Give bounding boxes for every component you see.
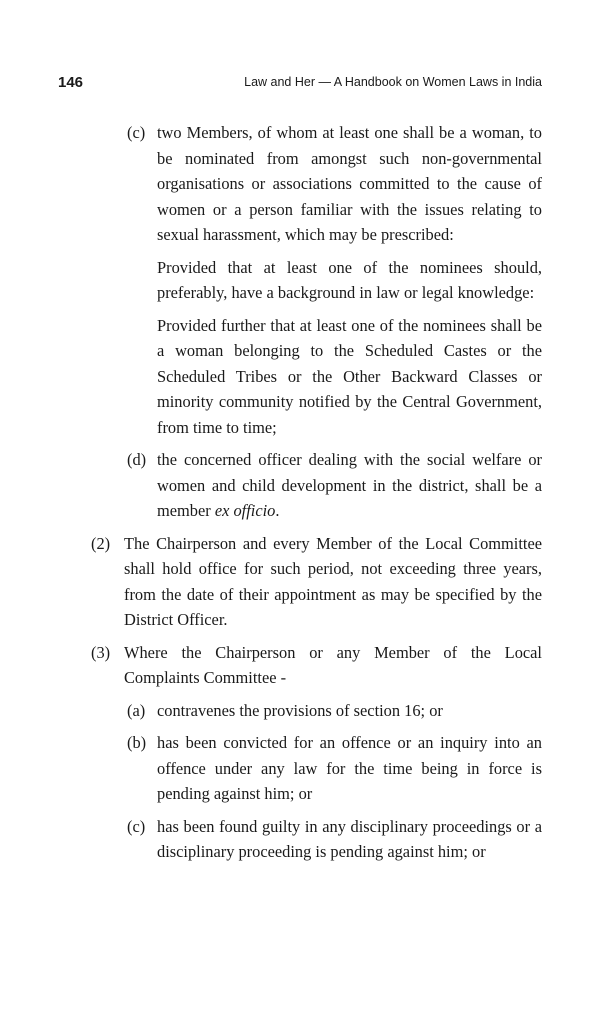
clause-c-text: two Members, of whom at least one shall be a woman, to be nominated from amongst such non-governmental organisations or associations committed to the cause of women or a person familiar with the issues relating to sexual harassment, which may be prescribed:	[157, 123, 542, 244]
sub-clause-b-marker: (b)	[127, 733, 147, 752]
section-2-text: The Chairperson and every Member of the Local Committee shall hold office for such period, not exceeding three years, from the date of their appointment as may be specified by the District Officer.	[124, 533, 542, 629]
proviso-2: Provided further that at least one of the nominees shall be a woman belonging to the Scheduled Castes or the Scheduled Tribes or the Other Backward Classes or minority community notified by the Central Government, from time to time;	[157, 315, 542, 437]
proviso-1: Provided that at least one of the nominees should, preferably, have a background in law or legal knowledge:	[157, 257, 542, 302]
section-3-text: Where the Chairperson or any Member of the Local Complaints Committee -	[124, 642, 542, 687]
section-3	[91, 640, 542, 691]
clause-c-marker: (c)	[127, 123, 146, 142]
sub-clause-c	[127, 814, 542, 865]
clause-d-text: the concerned officer dealing with the social welfare or women and child development in the district, shall be a member	[157, 450, 542, 520]
clause-d-end: .	[275, 501, 280, 520]
sub-clause-c-text: has been found guilty in any disciplinary proceedings or a disciplinary proceeding is pending against him; or	[157, 816, 542, 861]
clause-d	[127, 447, 542, 524]
page-header	[58, 74, 542, 94]
sub-clause-c-marker: (c)	[127, 816, 146, 836]
sub-clause-a	[127, 698, 542, 724]
clause-c	[127, 120, 542, 248]
section-2	[91, 531, 542, 633]
sub-clause-a-marker: (a)	[127, 700, 146, 720]
page-body	[0, 120, 602, 865]
section-3-marker: (3)	[91, 642, 111, 662]
page-number: 146	[58, 74, 84, 91]
sub-clause-a-text: contravenes the provisions of section 16; or	[157, 700, 443, 720]
sub-clause-b	[127, 730, 542, 807]
running-title: Law and Her — A Handbook on Women Laws in India	[244, 75, 542, 89]
clause-d-italic: ex officio	[214, 501, 276, 520]
clause-d-marker: (d)	[127, 450, 147, 469]
section-2-marker: (2)	[91, 533, 111, 553]
sub-clause-b-text: has been convicted for an offence or an inquiry into an offence under any law for the time being in force is pending against him; or	[157, 733, 542, 803]
